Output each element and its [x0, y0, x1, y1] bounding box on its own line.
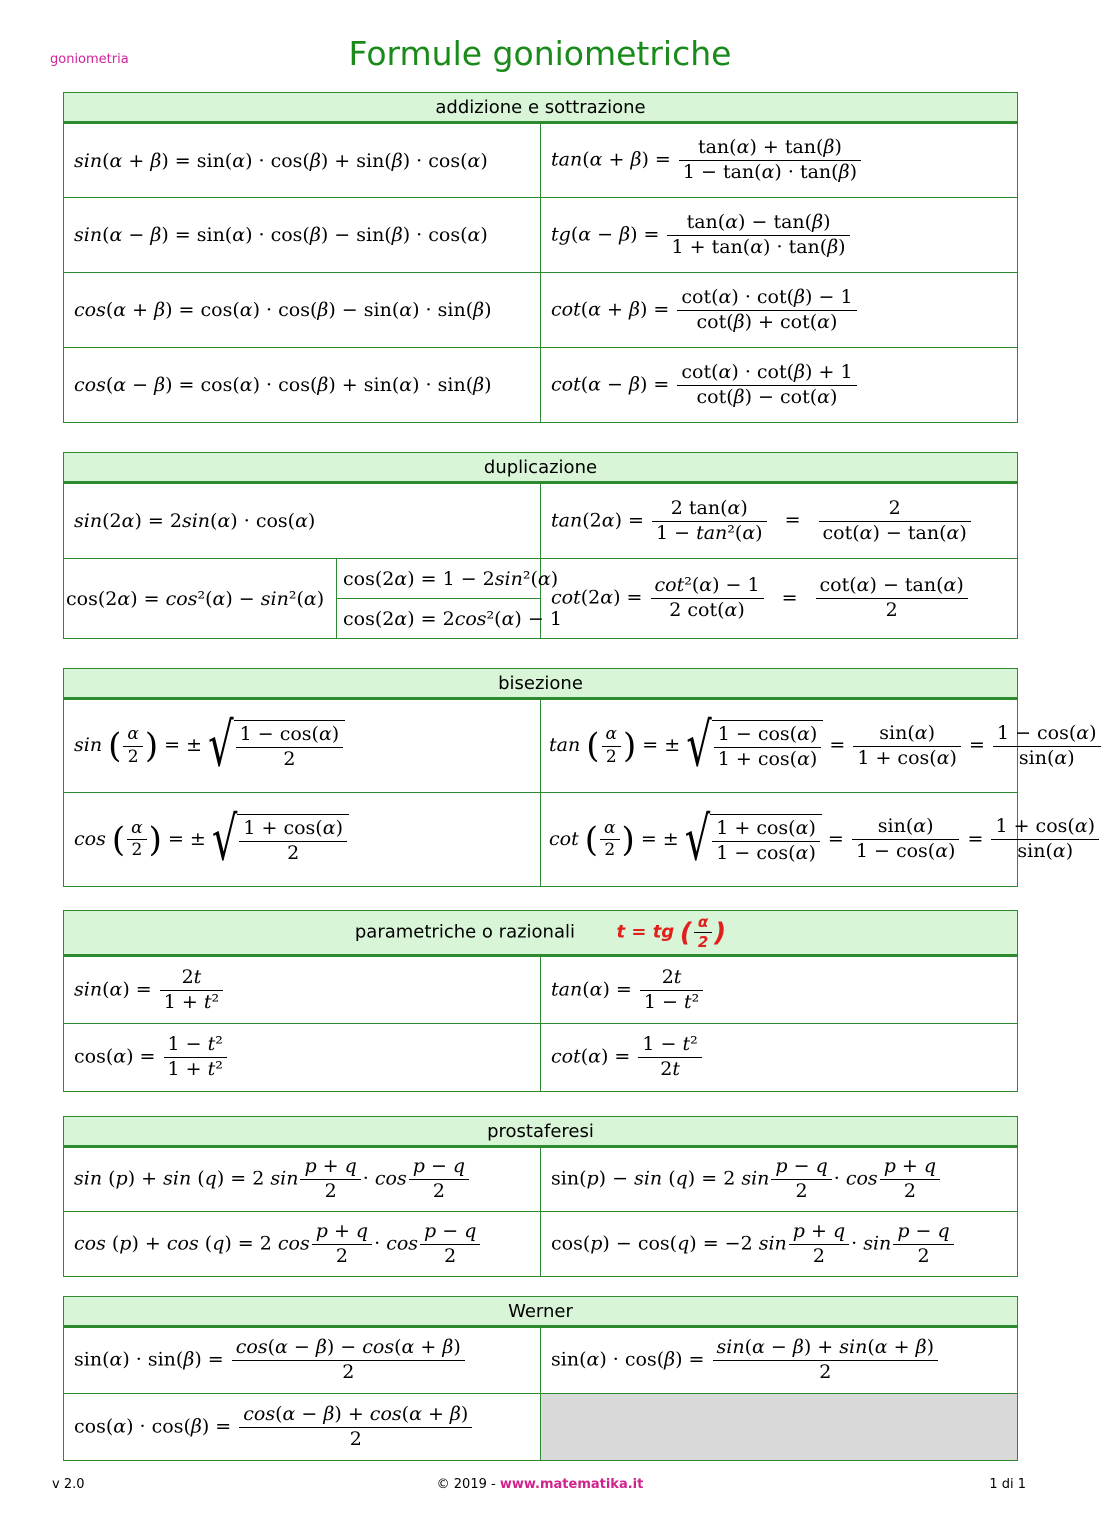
copyright-text: © 2019 -: [436, 1477, 500, 1492]
parametric-title: parametriche o razionali: [354, 921, 575, 943]
formula: tg(α − β) = $\frac{\tan(\alpha) - \tan(\beta)}{1 + \tan(\alpha) \cdot \tan(\beta)}$: [541, 198, 1018, 273]
formula: cot ( α 2 ) = ± √ $\frac{1 + \cos(\alpha)}{1 - \cos(\alpha)}$ = $\frac{\sin(\alpha)}{1 - \cos(\alpha)}$ = $\frac{1 + \cos(\alpha)}{\sin(\alpha)}$: [541, 793, 1018, 887]
formula: cot(α) = $\frac{\text{1 − t²}}{2t}$: [541, 1024, 1018, 1092]
formula: tan(α + β) = $\frac{\tan(\alpha) + \tan(\beta)}{1 - \tan(\alpha) \cdot \tan(\beta)}$: [541, 123, 1018, 198]
bisection-table: [63, 668, 1097, 887]
formula: sin(p) − sin (q) = 2 sin $\frac{p - q}{2}$ · cos $\frac{p + q}{2}$: [541, 1147, 1018, 1212]
formula: cos(2α) = 1 − 2sin²(α): [337, 559, 541, 599]
addition-table: [63, 92, 1018, 423]
site-link[interactable]: www.matematika.it: [499, 1477, 644, 1492]
formula: tan ( α 2 ) = ± √ $\frac{1 - \cos(\alpha)}{1 + \cos(\alpha)}$ = $\frac{\sin(\alpha)}{1 + \cos(\alpha)}$ = $\frac{1 - \cos(\alpha)}{\sin(\alpha)}$: [541, 699, 1018, 793]
werner-header: Werner: [64, 1297, 1018, 1327]
page-number: 1 di 1: [989, 1477, 1026, 1492]
formula: sin(2α) = 2sin(α) · cos(α): [64, 483, 541, 559]
prosthaphaeresis-table: [63, 1116, 1018, 1277]
formula: cos(α + β) = cos(α) · cos(β) − sin(α) · sin(β): [64, 273, 541, 348]
parametric-header: [64, 911, 1018, 956]
copyright: [0, 1477, 1080, 1492]
parametric-variable: t = tg: [616, 921, 675, 943]
bisection-header: bisezione: [64, 669, 1018, 699]
formula: sin (p) + sin (q) = 2 sin $\frac{p + q}{2}$ · cos $\frac{p - q}{2}$: [64, 1147, 541, 1212]
topic-tag: goniometria: [50, 52, 129, 67]
empty-cell: [541, 1394, 1018, 1461]
formula: sin(α) · sin(β) = $\frac{\cos(\alpha - \beta) - \cos(\alpha + \beta)}{2}$: [64, 1327, 541, 1394]
prosthaphaeresis-header: prostaferesi: [64, 1117, 1018, 1147]
parametric-table: [63, 910, 1018, 1092]
formula: cos (p) + cos (q) = 2 cos $\frac{p + q}{2}$ · cos $\frac{p - q}{2}$: [64, 1212, 541, 1277]
formula: sin(α) · cos(β) = $\frac{\sin(\alpha - \beta) + \sin(\alpha + \beta)}{2}$: [541, 1327, 1018, 1394]
duplication-table: [63, 452, 1018, 639]
parametric-fraction: ( α 2 ): [679, 913, 727, 951]
formula: sin(α − β) = sin(α) · cos(β) − sin(β) · cos(α): [64, 198, 541, 273]
formula: cos(α) = $\frac{\text{1 − t²}}{\text{1 + t²}}$: [64, 1024, 541, 1092]
formula: cos(2α) = cos²(α) − sin²(α): [64, 559, 337, 639]
formula: sin(α + β) = sin(α) · cos(β) + sin(β) · cos(α): [64, 123, 541, 198]
duplication-header: duplicazione: [64, 453, 1018, 483]
formula: tan(2α) = $\frac{2 \tan(\alpha)}{\text{1 − tan²(α)}}$ = $\frac{2}{\cot(\alpha) - \tan(\alpha)}$: [541, 483, 1018, 559]
formula: sin(α) = $\frac{2t}{\text{1 + t²}}$: [64, 956, 541, 1024]
formula: cot(α − β) = $\frac{\cot(\alpha) \cdot \cot(\beta) + 1}{\cot(\beta) - \cot(\alpha)}$: [541, 348, 1018, 423]
page-title: Formule goniometriche: [348, 34, 732, 73]
formula: cos(2α) = 2cos²(α) − 1: [337, 599, 541, 639]
formula: cot(2α) = $\frac{\text{cot²(α) − 1}}{2 \cot(\alpha)}$ = $\frac{\cot(\alpha) - \tan(\alpha)}{2}$: [541, 559, 1018, 639]
formula: sin ( α 2 ) = ± √ $\frac{1 - \cos(\alpha)}{2}$: [64, 699, 541, 793]
formula: cos(α − β) = cos(α) · cos(β) + sin(α) · sin(β): [64, 348, 541, 423]
formula: tan(α) = $\frac{2t}{\text{1 − t²}}$: [541, 956, 1018, 1024]
formula: cos ( α 2 ) = ± √ $\frac{1 + \cos(\alpha)}{2}$: [64, 793, 541, 887]
werner-table: [63, 1296, 1018, 1461]
formula: cos(α) · cos(β) = $\frac{\cos(\alpha - \beta) + \cos(\alpha + \beta)}{2}$: [64, 1394, 541, 1461]
version-label: v 2.0: [52, 1477, 85, 1492]
formula: cos(p) − cos(q) = −2 sin $\frac{p + q}{2}$ · sin $\frac{p - q}{2}$: [541, 1212, 1018, 1277]
formula: cot(α + β) = $\frac{\cot(\alpha) \cdot \cot(\beta) - 1}{\cot(\beta) + \cot(\alpha)}$: [541, 273, 1018, 348]
addition-header: addizione e sottrazione: [64, 93, 1018, 123]
